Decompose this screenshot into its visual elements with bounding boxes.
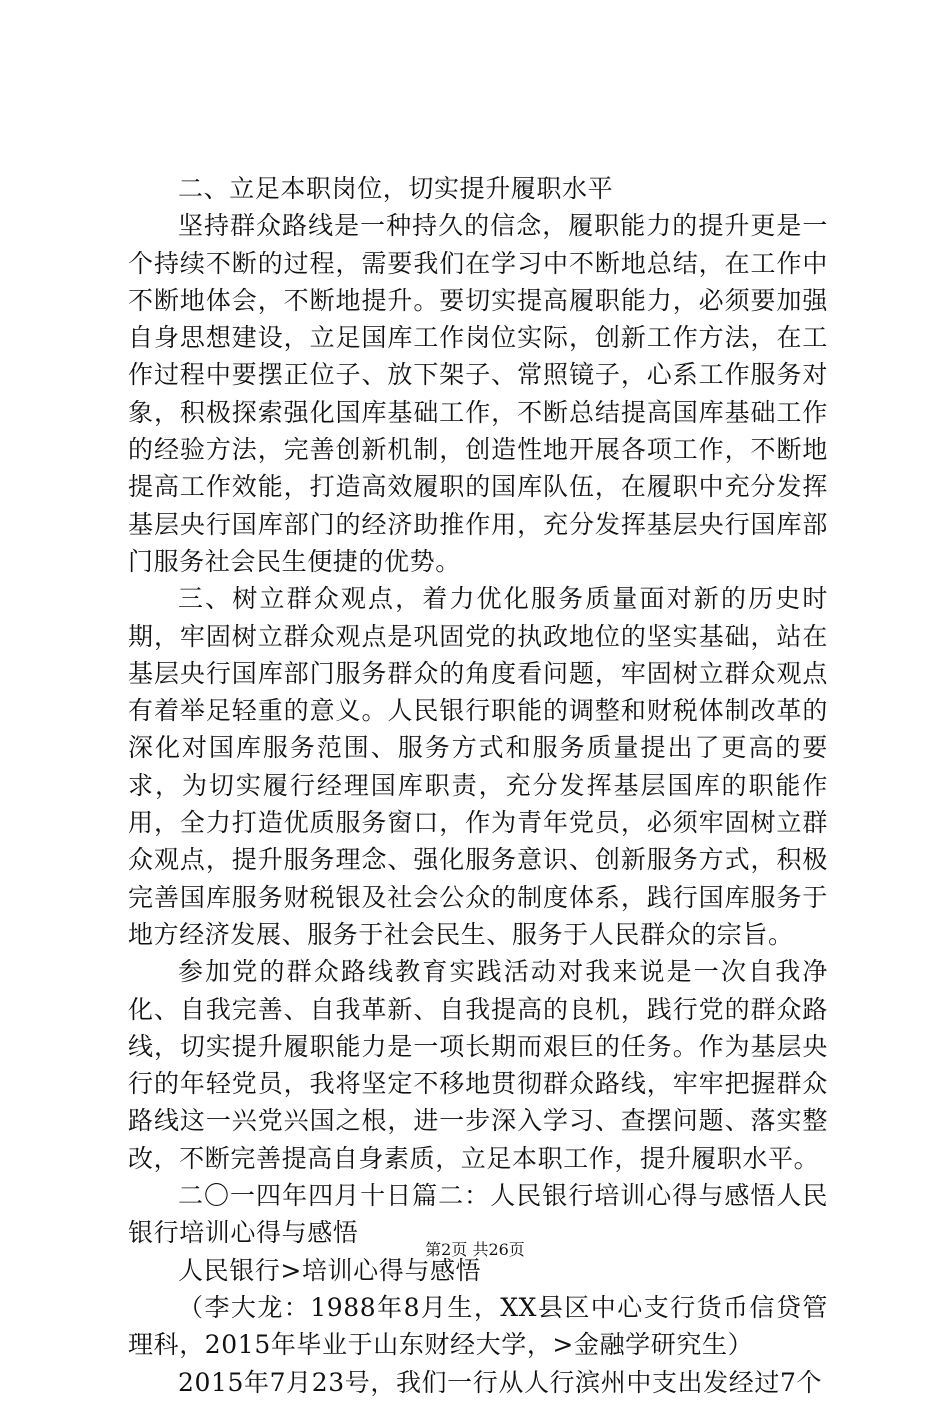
section-heading-3-paragraph: 三、树立群众观点，着力优化服务质量面对新的历史时期，牢固树立群众观点是巩固党的执政地位的坚实基础，站在基层央行国库部门服务群众的角度看问题，牢固树立群众观点有着举足轻重的意义。人民银行职能的调整和财税体制改革的深化对国库服务范围、服务方式和服务质量提出了更高的要求，为切实履行经理国库职责，充分发挥基层国库的职能作用，全力打造优质服务窗口，作为青年党员，必须牢固树立群众观点，提升服务理念、强化服务意识、创新服务方式，积极完善国库服务财税银及社会公众的制度体系，践行国库服务于地方经济发展、服务于社会民生、服务于人民群众的宗旨。 [128,584,828,949]
document-body [128,170,828,1401]
date-and-article-title: 二〇一四年四月十日篇二：人民银行培训心得与感悟人民银行培训心得与感悟 [128,1181,828,1248]
article-subtitle: 人民银行>培训心得与感悟 [178,1255,482,1285]
page-number-footer: 第2页 共26页 [425,1240,525,1259]
paragraph: 2015年7月23号，我们一行从人行滨州中支出发经过7个 [178,1367,823,1397]
section-heading-2: 二、立足本职岗位，切实提升履职水平 [178,174,614,203]
author-note: （李大龙：1988年8月生，XX县区中心支行货币信贷管理科，2015年毕业于山东财经大学，>金融学研究生） [128,1292,828,1360]
paragraph: 坚持群众路线是一种持久的信念，履职能力的提升更是一个持续不断的过程，需要我们在学习中不断地总结，在工作中不断地体会，不断地提升。要切实提高履职能力，必须要加强自身思想建设，立足国库工作岗位实际，创新工作方法，在工作过程中要摆正位子、放下架子、常照镜子，心系工作服务对象，积极探索强化国库基础工作，不断总结提高国库基础工作的经验方法，完善创新机制，创造性地开展各项工作，不断地提高工作效能，打造高效履职的国库队伍，在履职中充分发挥基层央行国库部门的经济助推作用，充分发挥基层央行国库部门服务社会民生便捷的优势。 [128,211,828,576]
paragraph: 参加党的群众路线教育实践活动对我来说是一次自我净化、自我完善、自我革新、自我提高的良机，践行党的群众路线，切实提升履职能力是一项长期而艰巨的任务。作为基层央行的年轻党员，我将坚定不移地贯彻群众路线，牢牢把握群众路线这一兴党兴国之根，进一步深入学习、查摆问题、落实整改，不断完善提高自身素质，立足本职工作，提升履职水平。 [128,957,828,1173]
